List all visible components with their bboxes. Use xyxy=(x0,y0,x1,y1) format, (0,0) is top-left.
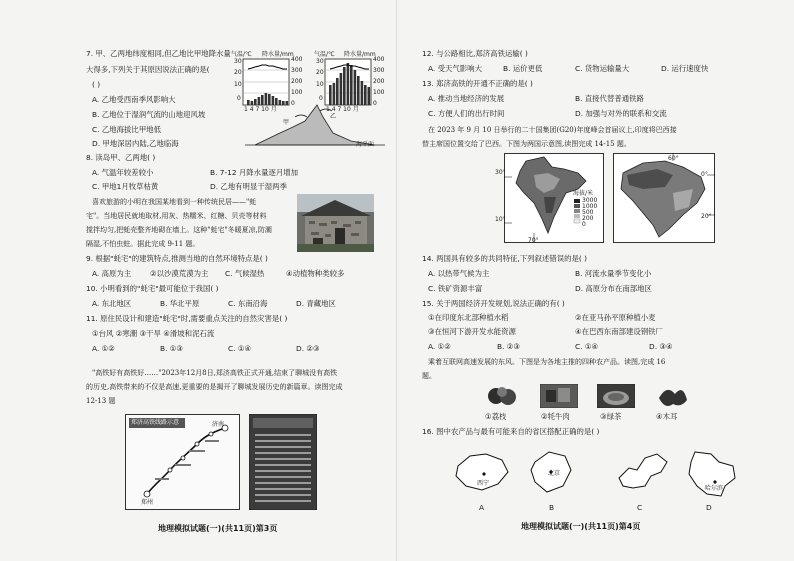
chart1-ytemp-20: 20 xyxy=(234,69,242,76)
q12-option-b: B. 运价更低 xyxy=(503,64,543,73)
india-legend xyxy=(574,199,580,223)
chart2-yprecip-200: 200 xyxy=(373,78,385,85)
q8-option-b: B. 7-12 月降水量逐月增加 xyxy=(210,168,299,177)
q15-stem: 15. 关于两国经济开发规划,说法正确的有( ) xyxy=(422,299,565,308)
chart2-ytemp-10: 10 xyxy=(316,81,324,88)
province-b-capital: 北京 xyxy=(548,470,561,477)
chart2-ytemp-20: 20 xyxy=(316,69,324,76)
q7-option-c: C. 乙地海拔比甲地低 xyxy=(92,125,161,134)
product-label-wood-ear: ④木耳 xyxy=(656,412,678,421)
q8-option-a: A. 气温年较差较小 xyxy=(92,168,154,177)
chart1-xaxis: 1 4 7 10 月 xyxy=(244,106,277,113)
chart1-yprecip-400: 400 xyxy=(291,56,303,63)
q7-option-a: A. 乙地受西南季风影响大 xyxy=(92,95,176,104)
province-label-d: D xyxy=(706,503,712,512)
q10-option-b: B. 华北平原 xyxy=(160,299,200,308)
province-outline-c xyxy=(615,448,671,496)
chart2-yprecip-300: 300 xyxy=(373,67,385,74)
q12-option-a: A. 受天气影响大 xyxy=(428,64,482,73)
passage1-line4: 隔湿,不怕虫蛀。据此完成 9-11 题。 xyxy=(86,240,200,248)
chart2-yprecip-0: 0 xyxy=(373,100,377,107)
province-label-a: A xyxy=(479,503,485,512)
province-a-capital: 西宁 xyxy=(477,480,490,487)
chart2-temp-label: 气温/℃ xyxy=(314,51,335,58)
product-photo-wood-ear xyxy=(653,384,691,408)
india-legend-200: 200 xyxy=(582,215,594,222)
q14-option-b: B. 河流水量季节变化小 xyxy=(575,269,652,278)
passage3-line2: 替主席国位置交给了巴西。下图为两国示意图,读图完成 14-15 题。 xyxy=(422,140,631,148)
chart1-ytemp-10: 10 xyxy=(234,81,242,88)
q14-stem: 14. 两国具有较多的共同特征,下列叙述错误的是( ) xyxy=(422,254,587,263)
page-4 xyxy=(397,0,794,561)
chart1-yprecip-200: 200 xyxy=(291,78,303,85)
india-lat-10: 10° xyxy=(495,216,506,223)
q7-answer-blank: ( ) xyxy=(92,80,101,89)
q9-option-2: ②以沙漠荒漠为主 xyxy=(150,269,209,278)
q13-option-a: A. 推动当地经济的发展 xyxy=(428,94,505,103)
q16-stem: 16. 图中农产品与最有可能来自的省区搭配正确的是( ) xyxy=(422,427,600,436)
page-3-footer: 地理模拟试题(一)(共11页)第3页 xyxy=(158,524,278,533)
q11-option-b: B. ①③ xyxy=(160,344,184,353)
profile-yi-label: 乙 xyxy=(330,113,337,120)
climate-chart-yi xyxy=(325,59,371,105)
province-label-c: C xyxy=(637,503,643,512)
q7-option-d: D. 甲地深居内陆,乙地临海 xyxy=(92,139,179,148)
q7-stem-line1: 7. 甲、乙两地纬度相同,但乙地比甲地降水量 xyxy=(86,49,231,58)
q11-option-d: D. ②③ xyxy=(296,344,320,353)
profile-sea-level-label: 海平面 xyxy=(356,141,375,148)
chart1-yprecip-100: 100 xyxy=(291,89,303,96)
chart1-temp-label: 气温/℃ xyxy=(231,51,252,58)
product-photo-green-tea xyxy=(597,384,635,408)
q15-statement-1: ①在印度东北部种植水稻 xyxy=(428,313,509,322)
q8-stem: 8. 读岛甲、乙两地( ) xyxy=(86,153,156,162)
q9-option-4: ④动植物种类较多 xyxy=(286,269,345,278)
passage2-line1: "高铁好有高铁好……"2023年12月8日,郑济高铁正式开通,结束了聊城没有高铁 xyxy=(92,369,338,377)
railway-map-title: 郑济高铁线路示意 xyxy=(131,419,180,426)
passage1-line2: 宅"。当地居民就地取材,用灰、热糯米、红糖、贝壳等材料 xyxy=(86,212,267,220)
q9-option-3: C. 气候湿热 xyxy=(225,269,265,278)
product-label-lychee: ①荔枝 xyxy=(485,412,507,421)
chart2-yprecip-400: 400 xyxy=(373,56,385,63)
product-photo-yak-meat xyxy=(540,384,578,408)
india-legend-3000: 3000 xyxy=(582,197,598,204)
q12-option-c: C. 货物运输量大 xyxy=(575,64,630,73)
chart2-ytemp-30: 30 xyxy=(316,58,324,65)
chart2-xaxis: 1 4 7 10 月 xyxy=(326,106,359,113)
brazil-lon-60: 60° xyxy=(668,155,679,162)
passage2-line3: 12-13 题 xyxy=(86,397,116,405)
q12-stem: 12. 与公路相比,郑济高铁运输( ) xyxy=(422,49,528,58)
page-4-footer: 地理模拟试题(一)(共11页)第4页 xyxy=(521,522,641,531)
q12-option-d: D. 运行速度快 xyxy=(661,64,709,73)
q11-option-c: C. ①④ xyxy=(228,344,252,353)
india-lon-70: 70° xyxy=(528,237,539,244)
q15-statement-2: ②在亚马孙平原种植小麦 xyxy=(575,313,656,322)
passage4-line1: 乘着互联网高速发展的东风。下图是为各地主推的四种农产品。读图,完成 16 xyxy=(428,358,666,366)
q15-option-d: D. ③④ xyxy=(649,342,673,351)
climate-figure xyxy=(225,45,397,149)
train-timetable-image xyxy=(249,414,317,510)
q15-option-b: B. ②③ xyxy=(497,342,521,351)
chart1-ytemp-30: 30 xyxy=(234,58,242,65)
q13-option-b: B. 直接代替普通铁路 xyxy=(575,94,644,103)
q8-option-d: D. 乙地有明显干湿两季 xyxy=(210,182,287,191)
chart2-precip-label: 降水量/mm xyxy=(344,51,376,58)
q13-stem: 13. 郑济高铁的开通不正确的是( ) xyxy=(422,79,533,88)
q11-choices: ①台风 ②寒潮 ③干旱 ④滑坡和泥石流 xyxy=(92,329,215,338)
brazil-lat-20: 20° xyxy=(701,213,712,220)
q15-option-c: C. ①④ xyxy=(575,342,599,351)
q10-option-c: C. 东南沿海 xyxy=(228,299,268,308)
q8-option-c: C. 甲地1月牧草枯黄 xyxy=(92,182,159,191)
chart2-yprecip-100: 100 xyxy=(373,89,385,96)
q14-option-c: C. 铁矿资源丰富 xyxy=(428,284,483,293)
q10-option-a: A. 东北地区 xyxy=(92,299,132,308)
q11-option-a: A. ①② xyxy=(92,344,115,353)
chart1-yprecip-300: 300 xyxy=(291,67,303,74)
india-legend-title: 海拔/米 xyxy=(573,190,594,197)
india-legend-0: 0 xyxy=(582,221,586,228)
passage1-line1: 喜欢旅游的小明在我国某地看到一种传统民居——"蚝 xyxy=(92,198,257,206)
q14-option-d: D. 高原分布在南部地区 xyxy=(575,284,652,293)
province-d-capital: 哈尔滨 xyxy=(705,485,724,492)
q9-option-1: A. 高原为主 xyxy=(92,269,132,278)
passage3-line1: 在 2023 年 9 月 10 日举行的二十国集团(G20)年度峰会首届议上,印度将巴西接 xyxy=(428,126,677,134)
chart1-precip-label: 降水量/mm xyxy=(262,51,294,58)
brazil-map xyxy=(613,153,715,243)
q9-stem: 9. 根据"蚝宅"的建筑特点,推测当地的自然环境特点是( ) xyxy=(86,254,268,263)
railway-end-zhengzhou: 郑州 xyxy=(141,499,154,506)
q13-option-c: C. 方便人们的出行时间 xyxy=(428,109,505,118)
chart2-ytemp-0: 0 xyxy=(319,95,323,102)
brazil-lat-0: 0° xyxy=(701,171,708,178)
q7-option-b: B. 乙地位于湿润气流的山地迎风坡 xyxy=(92,110,206,119)
q14-option-a: A. 以热带气候为主 xyxy=(428,269,490,278)
railway-end-jinan: 济南 xyxy=(212,421,225,428)
q7-stem-line2: 大得多,下列关于其原因说法正确的是( xyxy=(86,65,210,74)
q15-statement-3: ③在恒河下游开发水能资源 xyxy=(428,327,516,336)
chart1-ytemp-0: 0 xyxy=(237,95,241,102)
product-photo-lychee xyxy=(484,384,522,408)
india-legend-1000: 1000 xyxy=(582,203,598,210)
province-label-b: B xyxy=(549,503,555,512)
q10-stem: 10. 小明看到的"蚝宅"最可能位于我国( ) xyxy=(86,284,219,293)
oyster-house-photo xyxy=(297,194,374,252)
passage1-line3: 搅拌均匀,把蚝壳整齐地砌在墙上。这种"蚝宅"冬暖夏凉,防潮 xyxy=(86,226,272,234)
passage4-line2: 题。 xyxy=(422,372,436,380)
india-lat-30: 30° xyxy=(495,169,506,176)
product-label-yak-meat: ②牦牛肉 xyxy=(541,412,570,421)
q13-option-d: D. 加强与对外的联系和交流 xyxy=(575,109,667,118)
climate-chart-jia xyxy=(243,59,289,105)
q10-option-d: D. 青藏地区 xyxy=(296,299,336,308)
india-legend-500: 500 xyxy=(582,209,594,216)
q11-stem: 11. 原住民设计和建造"蚝宅"时,需要重点关注的自然灾害是( ) xyxy=(86,314,288,323)
passage2-line2: 的历史,高铁带来的不仅是高速,更重要的是揭开了聊城发展历史的新篇章。读图完成 xyxy=(86,383,343,391)
q15-option-a: A. ①② xyxy=(428,342,451,351)
chart1-yprecip-0: 0 xyxy=(291,100,295,107)
q15-statement-4: ④在巴西东南部建设钢铁厂 xyxy=(575,327,663,336)
product-label-green-tea: ③绿茶 xyxy=(600,412,622,421)
profile-jia-label: 甲 xyxy=(283,119,290,126)
